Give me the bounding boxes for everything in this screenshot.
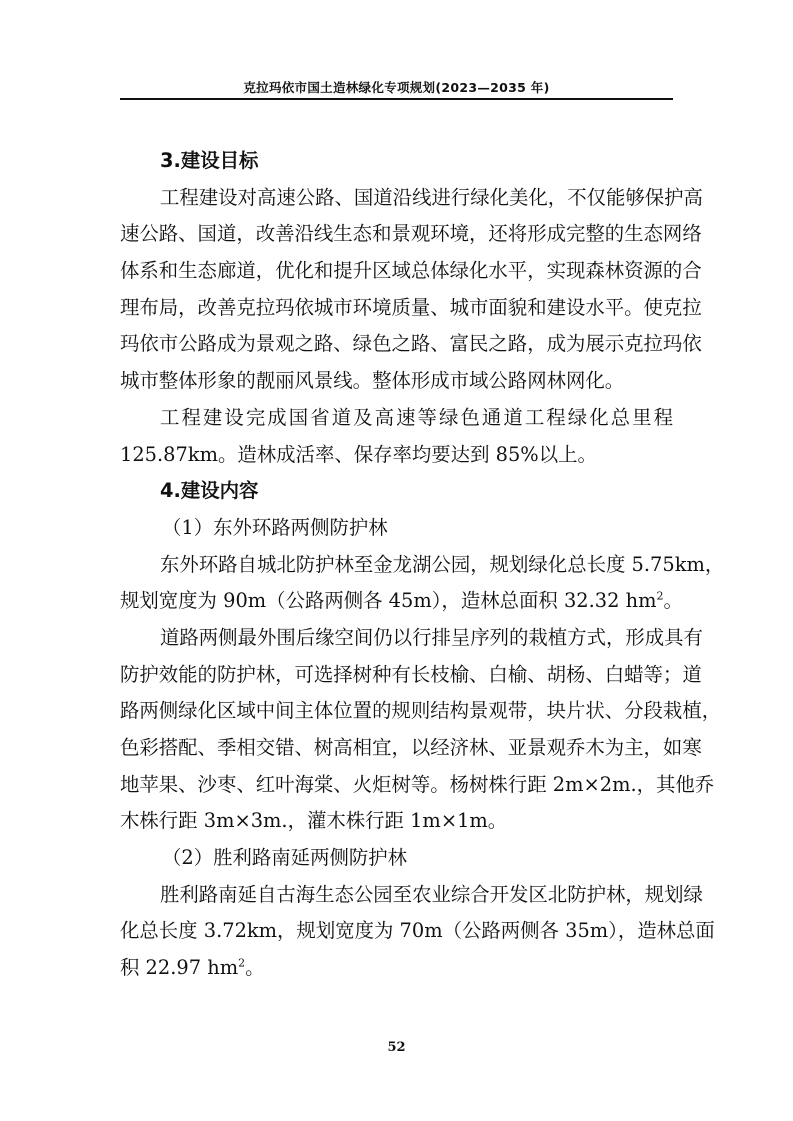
body-line-text: 规划宽度为 90m（公路两侧各 45m），造林总面积 32.32 hm (120, 589, 657, 613)
body-line-area-1 (120, 583, 683, 620)
page-body (120, 143, 725, 987)
body-line: 化总长度 3.72km，规划宽度为 70m（公路两侧各 35m），造林总面 (120, 919, 715, 943)
body-line: 玛依市公路成为景观之路、绿色之路、富民之路，成为展示克拉玛依 (120, 332, 702, 356)
body-line: 速公路、国道，改善沿线生态和景观环境，还将形成完整的生态网络 (120, 222, 702, 246)
body-line: 体系和生态廊道，优化和提升区域总体绿化水平，实现森林资源的合 (120, 259, 702, 283)
body-line-text: 积 22.97 hm (120, 956, 239, 980)
full-stop: 。 (663, 589, 683, 613)
superscript-2: 2 (238, 956, 246, 970)
subsection-heading-1: （1）东外环路两侧防护林 (162, 515, 388, 539)
body-line: 色彩搭配、季相交错、树高相宜，以经济林、亚景观乔木为主，如寒 (120, 736, 702, 759)
body-line: 东外环路自城北防护林至金龙湖公园，规划绿化总长度 5.75km， (160, 552, 725, 576)
subsection-heading-2: （2）胜利路南延两侧防护林 (162, 846, 408, 870)
body-line: 地苹果、沙枣、红叶海棠、火炬树等。杨树株行距 2m×2m.，其他乔 (120, 772, 715, 796)
body-line: 工程建设完成国省道及高速等绿色通道工程绿化总里程 (160, 405, 673, 429)
header-rule (120, 98, 673, 100)
body-line: 路两侧绿化区域中间主体位置的规则结构景观带，块片状、分段栽植， (120, 699, 722, 723)
superscript-2: 2 (656, 589, 664, 603)
body-line-area-2 (120, 950, 673, 987)
page-number: 52 (387, 1040, 406, 1055)
body-line: 防护效能的防护林，可选择树种有长枝榆、白榆、胡杨、白蜡等；道 (120, 662, 702, 686)
section-heading-contents: 4.建设内容 (160, 479, 259, 503)
body-line: 125.87km。造林成活率、保存率均要达到 85%以上。 (120, 442, 597, 466)
body-line: 工程建设对高速公路、国道沿线进行绿化美化，不仅能够保护高 (160, 185, 703, 209)
body-line: 理布局，改善克拉玛依城市环境质量、城市面貌和建设水平。使克拉 (120, 295, 702, 319)
section-heading-goals: 3.建设目标 (160, 149, 259, 172)
body-line: 城市整体形象的靓丽风景线。整体形成市域公路网林网化。 (120, 369, 625, 393)
full-stop: 。 (245, 956, 265, 980)
body-line: 胜利路南延自古海生态公园至农业综合开发区北防护林，规划绿 (160, 882, 703, 906)
body-line: 木株行距 3m×3m.，灌木株行距 1m×1m。 (120, 809, 508, 833)
body-line: 道路两侧最外围后缘空间仍以行排呈序列的栽植方式，形成具有 (160, 625, 703, 649)
running-header: 克拉玛依市国土造林绿化专项规划(2023—2035 年) (243, 80, 550, 95)
